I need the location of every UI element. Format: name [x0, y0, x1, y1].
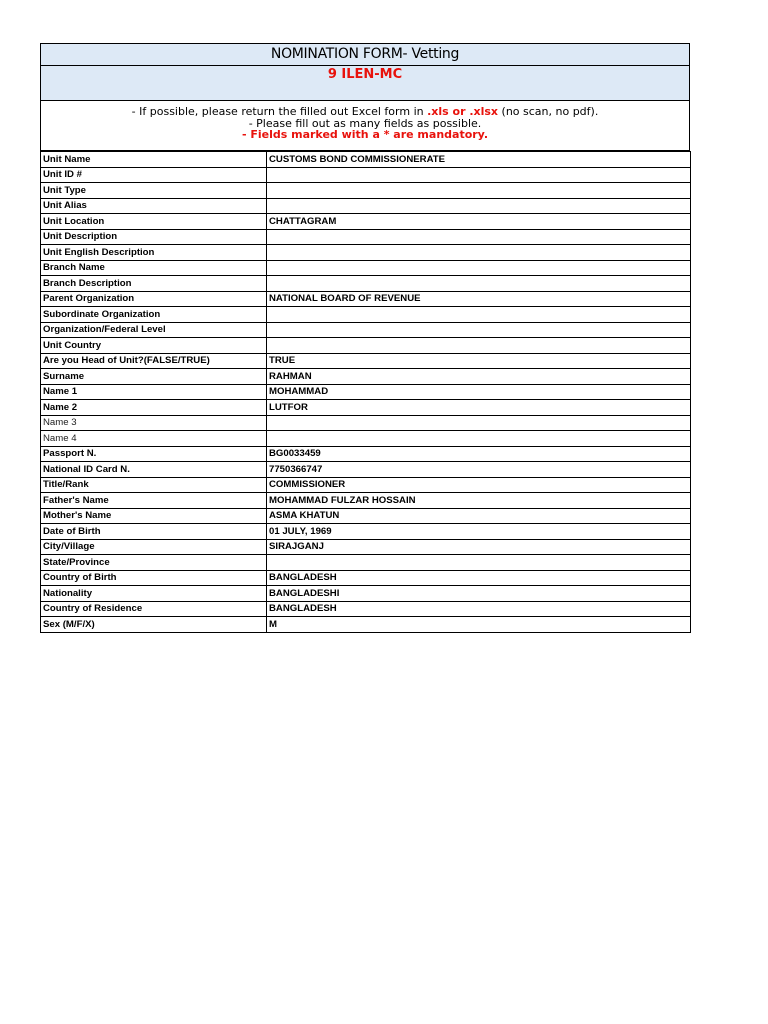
- field-value[interactable]: M: [267, 617, 691, 633]
- field-value[interactable]: 7750366747: [267, 462, 691, 478]
- field-label: Name 1: [41, 384, 267, 400]
- table-row: [41, 167, 691, 183]
- field-value[interactable]: BANGLADESHI: [267, 586, 691, 602]
- table-row: [41, 431, 691, 447]
- field-label: Father's Name: [41, 493, 267, 509]
- field-value[interactable]: MOHAMMAD: [267, 384, 691, 400]
- table-row: [41, 338, 691, 354]
- table-row: [41, 322, 691, 338]
- table-row: [41, 524, 691, 540]
- field-value[interactable]: LUTFOR: [267, 400, 691, 416]
- field-label: Branch Name: [41, 260, 267, 276]
- field-value[interactable]: [267, 229, 691, 245]
- form-header: [40, 43, 690, 100]
- field-label: Passport N.: [41, 446, 267, 462]
- field-value[interactable]: BANGLADESH: [267, 570, 691, 586]
- form-subtitle: 9 ILEN-MC: [327, 67, 403, 82]
- field-value[interactable]: [267, 338, 691, 354]
- mandatory-note: - Fields marked with a * are mandatory.: [241, 128, 489, 141]
- field-label: Unit English Description: [41, 245, 267, 261]
- field-value[interactable]: SIRAJGANJ: [267, 539, 691, 555]
- field-label: Nationality: [41, 586, 267, 602]
- field-value[interactable]: [267, 431, 691, 447]
- field-value[interactable]: BANGLADESH: [267, 601, 691, 617]
- field-value[interactable]: [267, 415, 691, 431]
- field-label: Unit Location: [41, 214, 267, 230]
- field-label: Name 2: [41, 400, 267, 416]
- field-value[interactable]: BG0033459: [267, 446, 691, 462]
- table-row: [41, 307, 691, 323]
- field-label: Unit Description: [41, 229, 267, 245]
- field-label: Unit Alias: [41, 198, 267, 214]
- instruction-suffix: (no scan, no pdf).: [498, 105, 599, 118]
- table-row: [41, 229, 691, 245]
- field-value[interactable]: [267, 198, 691, 214]
- table-row: [41, 617, 691, 633]
- table-row: [41, 384, 691, 400]
- instruction-line-1: [41, 106, 689, 118]
- field-label: Mother's Name: [41, 508, 267, 524]
- table-row: [41, 353, 691, 369]
- table-row: [41, 214, 691, 230]
- field-value[interactable]: [267, 183, 691, 199]
- table-row: [41, 477, 691, 493]
- table-row: [41, 508, 691, 524]
- field-label: Branch Description: [41, 276, 267, 292]
- table-row: [41, 462, 691, 478]
- field-label: Country of Birth: [41, 570, 267, 586]
- field-value[interactable]: [267, 555, 691, 571]
- field-label: Title/Rank: [41, 477, 267, 493]
- field-label: Unit Country: [41, 338, 267, 354]
- nomination-sheet: [40, 43, 690, 633]
- table-row: [41, 260, 691, 276]
- field-value[interactable]: NATIONAL BOARD OF REVENUE: [267, 291, 691, 307]
- field-value[interactable]: CHATTAGRAM: [267, 214, 691, 230]
- table-row: [41, 539, 691, 555]
- field-label: Name 4: [41, 431, 267, 447]
- field-label: City/Village: [41, 539, 267, 555]
- table-row: [41, 183, 691, 199]
- field-label: Unit Name: [41, 152, 267, 168]
- field-value[interactable]: TRUE: [267, 353, 691, 369]
- fields-body: [41, 152, 691, 633]
- table-row: [41, 601, 691, 617]
- instructions-box: [40, 100, 690, 151]
- form-title: NOMINATION FORM- Vetting: [41, 44, 689, 66]
- fields-table: [40, 151, 691, 633]
- instruction-line-2: - Please fill out as many fields as possible.: [248, 116, 482, 130]
- field-label: Surname: [41, 369, 267, 385]
- field-label: Name 3: [41, 415, 267, 431]
- table-row: [41, 291, 691, 307]
- field-label: State/Province: [41, 555, 267, 571]
- field-label: Sex (M/F/X): [41, 617, 267, 633]
- field-label: Date of Birth: [41, 524, 267, 540]
- field-label: Are you Head of Unit?(FALSE/TRUE): [41, 353, 267, 369]
- field-value[interactable]: [267, 276, 691, 292]
- field-value[interactable]: [267, 307, 691, 323]
- file-formats: .xls or .xlsx: [427, 105, 499, 118]
- instruction-prefix: - If possible, please return the filled out Excel form in: [131, 105, 428, 118]
- table-row: [41, 198, 691, 214]
- table-row: [41, 415, 691, 431]
- field-value[interactable]: [267, 322, 691, 338]
- table-row: [41, 570, 691, 586]
- table-row: [41, 245, 691, 261]
- field-value[interactable]: [267, 245, 691, 261]
- table-row: [41, 446, 691, 462]
- field-label: Country of Residence: [41, 601, 267, 617]
- table-row: [41, 555, 691, 571]
- field-value[interactable]: RAHMAN: [267, 369, 691, 385]
- field-label: Unit ID #: [41, 167, 267, 183]
- table-row: [41, 276, 691, 292]
- field-value[interactable]: CUSTOMS BOND COMMISSIONERATE: [267, 152, 691, 168]
- field-label: National ID Card N.: [41, 462, 267, 478]
- field-label: Unit Type: [41, 183, 267, 199]
- table-row: [41, 493, 691, 509]
- field-value[interactable]: COMMISSIONER: [267, 477, 691, 493]
- field-label: Organization/Federal Level: [41, 322, 267, 338]
- table-row: [41, 586, 691, 602]
- field-value[interactable]: MOHAMMAD FULZAR HOSSAIN: [267, 493, 691, 509]
- field-value[interactable]: 01 JULY, 1969: [267, 524, 691, 540]
- field-value[interactable]: [267, 260, 691, 276]
- table-row: [41, 400, 691, 416]
- field-label: Subordinate Organization: [41, 307, 267, 323]
- table-row: [41, 369, 691, 385]
- table-row: [41, 152, 691, 168]
- field-label: Parent Organization: [41, 291, 267, 307]
- field-value[interactable]: ASMA KHATUN: [267, 508, 691, 524]
- field-value[interactable]: [267, 167, 691, 183]
